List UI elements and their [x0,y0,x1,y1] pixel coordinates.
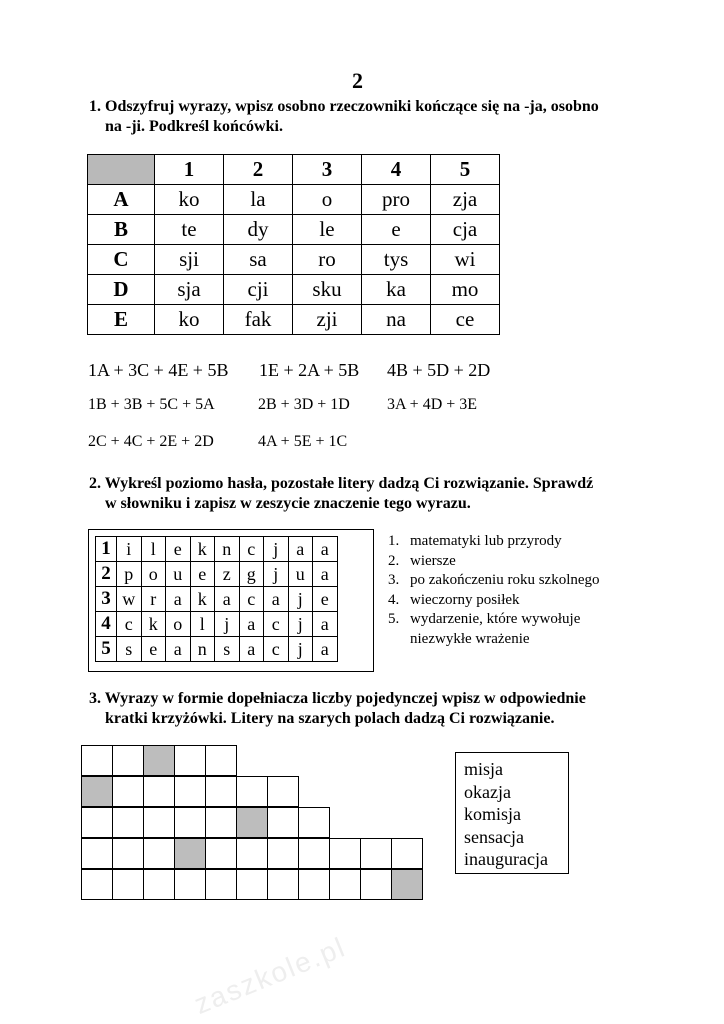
letter-cell: s [117,637,142,662]
letter-cell: j [288,612,313,637]
crossword-cell[interactable] [360,838,392,869]
crossword-cell[interactable] [267,776,299,807]
row-number: 5 [96,637,117,662]
letter-grid [95,536,338,662]
letter-cell: j [215,612,240,637]
letter-cell: n [190,637,215,662]
table-corner-cell [88,155,155,185]
row-number: 3 [96,587,117,612]
row-header: B [88,215,155,245]
letter-cell: p [117,562,142,587]
letter-cell: u [288,562,313,587]
syllable-cell: na [362,305,431,335]
letter-cell: c [117,612,142,637]
crossword-cell[interactable] [81,838,113,869]
clue-number: 5. [388,611,400,627]
task1-title-line1: 1. Odszyfruj wyrazy, wpisz osobno rzeczowniki kończące się na -ja, osobno [89,98,599,115]
word-list-box [455,752,569,874]
letter-cell: j [264,537,289,562]
formula: 2B + 3D + 1D [258,396,350,413]
letter-cell: a [166,637,191,662]
task2-title-line1: 2. Wykreśl poziomo hasła, pozostałe litery dadzą Ci rozwiązanie. Sprawdź [89,475,594,492]
letter-cell: e [141,637,166,662]
crossword-cell[interactable] [112,745,144,776]
syllable-cell: ce [431,305,500,335]
crossword-cell[interactable] [298,869,330,900]
crossword-cell[interactable] [391,838,423,869]
syllable-cell: te [155,215,224,245]
syllable-cell: pro [362,185,431,215]
clue-text: po zakończeniu roku szkolnego [410,572,600,588]
crossword-cell-gray[interactable] [391,869,423,900]
letter-cell: g [239,562,264,587]
clue-item [388,552,600,572]
clue-item [388,571,600,591]
crossword-cell[interactable] [267,807,299,838]
letter-cell: j [288,587,313,612]
row-header: D [88,275,155,305]
letter-cell: n [215,537,240,562]
word-list-item: misja [464,759,503,779]
letter-cell: a [313,612,338,637]
word-list-item: okazja [464,781,511,802]
letter-grid-row [96,612,338,637]
letter-cell: a [313,562,338,587]
syllable-cell: fak [224,305,293,335]
crossword-cell[interactable] [298,838,330,869]
letter-cell: e [166,537,191,562]
col-header: 1 [155,155,224,185]
syllable-row [88,245,500,275]
word-list-item: sensacja [464,826,524,847]
clue-item-continuation [388,630,600,650]
crossword-cell[interactable] [236,776,268,807]
crossword-cell[interactable] [267,838,299,869]
formula: 4A + 5E + 1C [258,433,348,450]
letter-cell: u [166,562,191,587]
syllable-cell: cji [224,275,293,305]
letter-cell: k [190,587,215,612]
letter-grid-row [96,587,338,612]
syllable-cell: ro [293,245,362,275]
letter-cell: a [264,587,289,612]
letter-cell: c [239,587,264,612]
formula: 3A + 4D + 3E [387,396,478,413]
syllable-cell: o [293,185,362,215]
task1-title [89,97,599,137]
syllable-row [88,275,500,305]
syllable-cell: sa [224,245,293,275]
word-list-item: komisja [464,804,521,824]
col-header: 3 [293,155,362,185]
clue-text: niezwykłe wrażenie [410,630,530,647]
letter-cell: a [313,637,338,662]
syllable-cell: ka [362,275,431,305]
crossword-cell[interactable] [143,776,175,807]
syllable-cell: mo [431,275,500,305]
row-number: 1 [96,537,117,562]
crossword-cell[interactable] [143,838,175,869]
letter-cell: i [117,537,142,562]
col-header: 4 [362,155,431,185]
letter-cell: a [313,537,338,562]
watermark: zaszkole.pl [189,931,351,1020]
formula: 1A + 3C + 4E + 5B [88,360,229,380]
crossword-cell-gray[interactable] [81,776,113,807]
letter-cell: c [264,637,289,662]
clue-item [388,610,600,630]
syllable-header-row [88,155,500,185]
syllable-cell: sji [155,245,224,275]
letter-cell: l [141,537,166,562]
crossword-cell[interactable] [81,745,113,776]
letter-cell: j [264,562,289,587]
letter-cell: o [141,562,166,587]
task3-title [89,689,586,729]
letter-cell: c [239,537,264,562]
task3-title-line1: 3. Wyrazy w formie dopełniacza liczby pojedynczej wpisz w odpowiednie [89,690,586,707]
letter-cell: a [166,587,191,612]
task2-title-line2: w słowniku i zapisz w zeszycie znaczenie tego wyrazu. [105,495,471,512]
clue-item [388,532,600,552]
task2-title [89,474,593,514]
letter-cell: a [288,537,313,562]
syllable-row [88,305,500,335]
crossword-cell[interactable] [236,838,268,869]
letter-cell: a [215,587,240,612]
row-header: E [88,305,155,335]
letter-cell: e [190,562,215,587]
crossword-cell[interactable] [143,807,175,838]
syllable-cell: ko [155,185,224,215]
letter-cell: a [239,637,264,662]
crossword-cell[interactable] [112,869,144,900]
syllable-cell: dy [224,215,293,245]
crossword-cell[interactable] [112,807,144,838]
word-list-item: inauguracja [464,849,548,869]
crossword-cell[interactable] [81,807,113,838]
letter-cell: a [239,612,264,637]
letter-cell: c [264,612,289,637]
row-number: 4 [96,612,117,637]
crossword-cell-gray[interactable] [236,807,268,838]
syllable-table [87,154,500,335]
crossword-cell[interactable] [205,776,237,807]
letter-cell: e [313,587,338,612]
crossword-cell[interactable] [174,745,206,776]
clue-text: matematyki lub przyrody [410,533,562,549]
letter-grid-row [96,537,338,562]
letter-cell: j [288,637,313,662]
crossword-cell[interactable] [81,869,113,900]
crossword-cell[interactable] [329,869,361,900]
crossword-cell-gray[interactable] [174,838,206,869]
crossword-cell[interactable] [174,869,206,900]
crossword-cell[interactable] [174,807,206,838]
clue-number: 1. [388,533,400,549]
letter-grid-row [96,562,338,587]
syllable-row [88,215,500,245]
letter-cell: l [190,612,215,637]
clue-text: wieczorny posiłek [410,591,520,608]
crossword-cell[interactable] [205,838,237,869]
clue-number: 4. [388,591,400,608]
syllable-cell: sja [155,275,224,305]
clue-list [388,532,600,649]
crossword-cell[interactable] [205,807,237,838]
letter-cell: o [166,612,191,637]
row-number: 2 [96,562,117,587]
syllable-cell: wi [431,245,500,275]
letter-grid-row [96,637,338,662]
syllable-cell: e [362,215,431,245]
crossword-cell[interactable] [174,776,206,807]
crossword-grid [81,745,426,901]
crossword-cell[interactable] [329,838,361,869]
syllable-cell: sku [293,275,362,305]
syllable-cell: zja [431,185,500,215]
syllable-cell: ko [155,305,224,335]
crossword-cell[interactable] [298,807,330,838]
crossword-cell[interactable] [205,745,237,776]
letter-cell: s [215,637,240,662]
row-header: C [88,245,155,275]
task3-title-line2: kratki krzyżówki. Litery na szarych polach dadzą Ci rozwiązanie. [105,710,555,727]
letter-cell: w [117,587,142,612]
syllable-row [88,185,500,215]
crossword-cell[interactable] [205,869,237,900]
crossword-cell-gray[interactable] [143,745,175,776]
task1-title-line2: na -ji. Podkreśl końcówki. [105,118,283,135]
page-number: 2 [352,68,363,93]
crossword-cell[interactable] [143,869,175,900]
formula: 1E + 2A + 5B [259,360,360,380]
letter-cell: z [215,562,240,587]
letter-cell: k [141,612,166,637]
crossword-cell[interactable] [112,776,144,807]
col-header: 5 [431,155,500,185]
syllable-cell: zji [293,305,362,335]
syllable-cell: tys [362,245,431,275]
crossword-cell[interactable] [112,838,144,869]
syllable-cell: le [293,215,362,245]
letter-cell: k [190,537,215,562]
clue-item [388,591,600,611]
row-header: A [88,185,155,215]
clue-text: wiersze [410,552,456,569]
letter-grid-frame [88,529,374,672]
crossword-cell[interactable] [267,869,299,900]
letter-cell: r [141,587,166,612]
crossword-cell[interactable] [360,869,392,900]
syllable-cell: cja [431,215,500,245]
clue-number: 3. [388,572,400,588]
formula: 4B + 5D + 2D [387,360,491,380]
crossword-cell[interactable] [236,869,268,900]
formula: 1B + 3B + 5C + 5A [88,396,215,413]
syllable-cell: la [224,185,293,215]
formula: 2C + 4C + 2E + 2D [88,433,214,450]
col-header: 2 [224,155,293,185]
clue-text: wydarzenie, które wywołuje [410,611,581,627]
clue-number: 2. [388,552,400,569]
